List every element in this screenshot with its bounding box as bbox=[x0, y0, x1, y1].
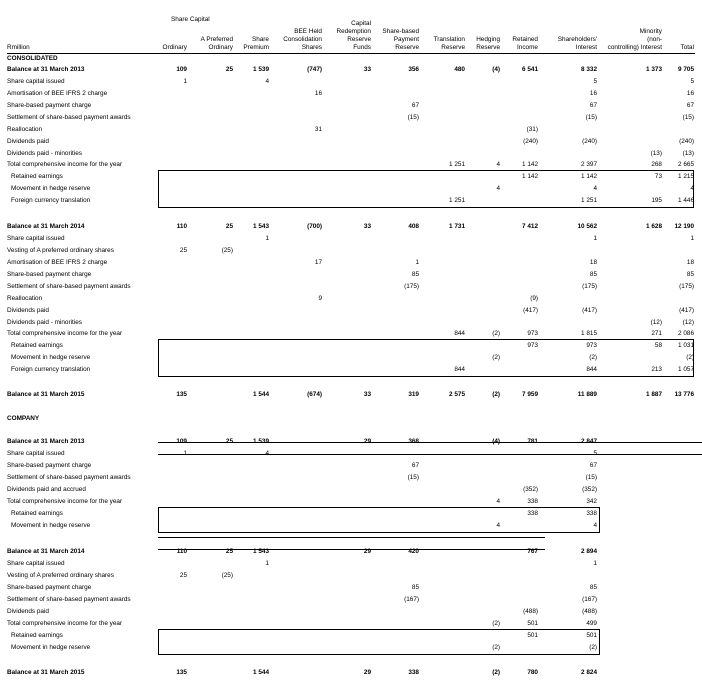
cell-shareholders-interest: 501 bbox=[586, 632, 597, 639]
row-label: Total comprehensive income for the year bbox=[7, 330, 123, 337]
cell-shareholders-interest: 16 bbox=[589, 90, 597, 97]
row-label: Retained earnings bbox=[11, 632, 63, 639]
cell-retained-income: 780 bbox=[527, 669, 538, 676]
row-label: Balance at 31 March 2015 bbox=[7, 391, 85, 398]
column-header-minority-interest: Minority bbox=[639, 28, 662, 35]
cell-shareholders-interest: 5 bbox=[593, 450, 597, 457]
row-label: Share-based payment charge bbox=[7, 462, 92, 469]
column-header-hedging-reserve: Hedging bbox=[476, 36, 500, 43]
row-label: Total comprehensive income for the year bbox=[7, 161, 123, 168]
row-label: Retained earnings bbox=[11, 510, 63, 517]
cell-minority-interest: 1 628 bbox=[646, 223, 662, 230]
cell-shareholders-interest: 67 bbox=[589, 462, 597, 469]
cell-minority-interest: 1 887 bbox=[646, 391, 662, 398]
column-header-capital-redemption: Funds bbox=[353, 44, 371, 51]
cell-shareholders-interest: 4 bbox=[593, 522, 597, 529]
cell-hedging-reserve: 4 bbox=[496, 185, 500, 192]
cell-share-based-payment: 338 bbox=[408, 669, 419, 676]
row-label: Share-based payment charge bbox=[7, 271, 92, 278]
cell-hedging-reserve: (2) bbox=[492, 669, 500, 676]
cell-total: 2 086 bbox=[678, 330, 694, 337]
cell-shareholders-interest: (417) bbox=[582, 307, 597, 314]
column-header-capital-redemption: Redemption bbox=[336, 28, 371, 35]
row-label: Retained earnings bbox=[11, 342, 63, 349]
cell-shareholders-interest: 2 894 bbox=[581, 548, 597, 555]
cell-total: 4 bbox=[690, 185, 694, 192]
cell-hedging-reserve: (2) bbox=[492, 354, 500, 361]
cell-bee-shares: (747) bbox=[307, 66, 322, 73]
row-label: Vesting of A preferred ordinary shares bbox=[7, 572, 114, 579]
column-header-share-based-payment: Reserve bbox=[395, 44, 419, 51]
cell-shareholders-interest: 342 bbox=[586, 498, 597, 505]
cell-total: 5 bbox=[690, 78, 694, 85]
balance-rule-top bbox=[158, 537, 545, 538]
column-header-translation-reserve: Reserve bbox=[441, 44, 465, 51]
cell-retained-income: (9) bbox=[530, 295, 538, 302]
subtotal-box bbox=[158, 629, 600, 655]
row-label: Share-based payment charge bbox=[7, 102, 92, 109]
cell-bee-shares: (674) bbox=[307, 391, 322, 398]
cell-retained-income: 1 142 bbox=[522, 173, 538, 180]
cell-shareholders-interest: 85 bbox=[589, 271, 597, 278]
cell-shareholders-interest: (352) bbox=[582, 486, 597, 493]
cell-total: 13 776 bbox=[674, 391, 694, 398]
column-header-translation-reserve: Translation bbox=[433, 36, 465, 43]
cell-share-based-payment: 85 bbox=[411, 584, 419, 591]
cell-ordinary: 135 bbox=[176, 669, 187, 676]
cell-minority-interest: 73 bbox=[654, 173, 662, 180]
cell-hedging-reserve: (2) bbox=[492, 391, 500, 398]
cell-bee-shares: 9 bbox=[318, 295, 322, 302]
row-label: Total comprehensive income for the year bbox=[7, 620, 123, 627]
cell-retained-income: 781 bbox=[527, 438, 538, 445]
row-label: Foreign currency translation bbox=[11, 366, 91, 373]
row-label: Amortisation of BEE IFRS 2 charge bbox=[7, 259, 108, 266]
cell-ordinary: 109 bbox=[176, 438, 187, 445]
cell-total: (417) bbox=[679, 307, 694, 314]
cell-shareholders-interest: 499 bbox=[586, 620, 597, 627]
cell-hedging-reserve: (2) bbox=[492, 330, 500, 337]
cell-share-based-payment: 85 bbox=[411, 271, 419, 278]
cell-shareholders-interest: 973 bbox=[586, 342, 597, 349]
row-label: Movement in hedge reserve bbox=[11, 354, 91, 361]
rmillion-label: Rmillion bbox=[7, 44, 30, 51]
cell-retained-income: (31) bbox=[526, 126, 538, 133]
column-header-share-based-payment: Share-based bbox=[382, 28, 419, 35]
cell-capital-redemption: 33 bbox=[363, 391, 371, 398]
cell-bee-shares: 31 bbox=[314, 126, 322, 133]
row-label: Dividends paid - minorities bbox=[7, 319, 82, 326]
cell-share-based-payment: 368 bbox=[408, 438, 419, 445]
cell-shareholders-interest: 10 562 bbox=[577, 223, 597, 230]
cell-shareholders-interest: (167) bbox=[582, 596, 597, 603]
cell-ordinary: 1 bbox=[183, 78, 187, 85]
balance-rule-top bbox=[158, 442, 702, 443]
cell-bee-shares: 17 bbox=[314, 259, 322, 266]
balance-rule-bottom bbox=[158, 454, 702, 455]
row-label: Share capital issued bbox=[7, 560, 65, 567]
cell-shareholders-interest: (240) bbox=[582, 138, 597, 145]
cell-capital-redemption: 29 bbox=[363, 669, 371, 676]
cell-shareholders-interest: 85 bbox=[589, 584, 597, 591]
cell-retained-income: 1 142 bbox=[522, 161, 538, 168]
column-header-ordinary: Ordinary bbox=[162, 44, 187, 51]
cell-ordinary: 109 bbox=[176, 66, 187, 73]
row-label: Balance at 31 March 2014 bbox=[7, 223, 85, 230]
cell-shareholders-interest: (2) bbox=[589, 644, 597, 651]
cell-total: 2 665 bbox=[678, 161, 694, 168]
section-title-consolidated: CONSOLIDATED bbox=[7, 55, 58, 62]
cell-retained-income: 973 bbox=[527, 342, 538, 349]
cell-shareholders-interest: 1 bbox=[593, 560, 597, 567]
cell-total: 1 057 bbox=[678, 366, 694, 373]
cell-total: 85 bbox=[686, 271, 694, 278]
column-header-share-based-payment: Payment bbox=[393, 36, 419, 43]
cell-retained-income: 7 412 bbox=[522, 223, 538, 230]
column-header-a-preferred: A Preferred bbox=[200, 36, 233, 43]
cell-total: 9 705 bbox=[678, 66, 694, 73]
cell-share-based-payment: (167) bbox=[404, 596, 419, 603]
row-label: Dividends paid - minorities bbox=[7, 150, 82, 157]
cell-retained-income: 501 bbox=[527, 620, 538, 627]
cell-retained-income: 6 541 bbox=[522, 66, 538, 73]
cell-shareholders-interest: 11 889 bbox=[577, 391, 597, 398]
column-header-capital-redemption: Reserve bbox=[347, 36, 371, 43]
cell-bee-shares: (700) bbox=[307, 223, 322, 230]
cell-retained-income: (417) bbox=[523, 307, 538, 314]
row-label: Dividends paid bbox=[7, 138, 49, 145]
cell-a-preferred: 25 bbox=[225, 66, 233, 73]
cell-share-based-payment: 319 bbox=[408, 391, 419, 398]
cell-retained-income: (488) bbox=[523, 608, 538, 615]
cell-translation-reserve: 1 251 bbox=[449, 161, 465, 168]
cell-share-premium: 4 bbox=[265, 450, 269, 457]
column-header-shareholders-interest: Shareholders' bbox=[557, 36, 597, 43]
cell-retained-income: 338 bbox=[527, 510, 538, 517]
row-label: Balance at 31 March 2013 bbox=[7, 66, 85, 73]
cell-total: 1 215 bbox=[678, 173, 694, 180]
row-label: Balance at 31 March 2013 bbox=[7, 438, 85, 445]
cell-shareholders-interest: 2 397 bbox=[581, 161, 597, 168]
column-header-shareholders-interest: Interest bbox=[575, 44, 597, 51]
cell-share-based-payment: (15) bbox=[407, 114, 419, 121]
cell-ordinary: 135 bbox=[176, 391, 187, 398]
row-label: Settlement of share-based payment awards bbox=[7, 596, 131, 603]
cell-share-premium: 1 543 bbox=[253, 548, 269, 555]
cell-shareholders-interest: 2 847 bbox=[581, 438, 597, 445]
cell-hedging-reserve: (4) bbox=[492, 66, 500, 73]
cell-share-premium: 1 539 bbox=[253, 66, 269, 73]
cell-a-preferred: 25 bbox=[225, 223, 233, 230]
row-label: Settlement of share-based payment awards bbox=[7, 474, 131, 481]
column-header-total: Total bbox=[680, 44, 694, 51]
row-label: Movement in hedge reserve bbox=[11, 185, 91, 192]
cell-retained-income: 7 959 bbox=[522, 391, 538, 398]
subtotal-box bbox=[158, 170, 694, 208]
cell-capital-redemption: 29 bbox=[363, 548, 371, 555]
row-label: Total comprehensive income for the year bbox=[7, 498, 123, 505]
cell-shareholders-interest: (488) bbox=[582, 608, 597, 615]
row-label: Foreign currency translation bbox=[11, 197, 91, 204]
row-label: Dividends paid bbox=[7, 608, 49, 615]
cell-shareholders-interest: 338 bbox=[586, 510, 597, 517]
section-title-company: COMPANY bbox=[7, 415, 40, 422]
cell-shareholders-interest: 844 bbox=[586, 366, 597, 373]
row-label: Vesting of A preferred ordinary shares bbox=[7, 247, 114, 254]
cell-minority-interest: 268 bbox=[651, 161, 662, 168]
row-label: Dividends paid bbox=[7, 307, 49, 314]
cell-shareholders-interest: (15) bbox=[585, 114, 597, 121]
cell-shareholders-interest: 1 142 bbox=[581, 173, 597, 180]
cell-share-premium: 1 539 bbox=[253, 438, 269, 445]
column-header-retained-income: Income bbox=[517, 44, 538, 51]
cell-total: 1 bbox=[690, 235, 694, 242]
cell-total: 1 031 bbox=[678, 342, 694, 349]
cell-share-based-payment: 408 bbox=[408, 223, 419, 230]
cell-total: 12 190 bbox=[674, 223, 694, 230]
column-header-share-premium: Premium bbox=[243, 44, 269, 51]
cell-hedging-reserve: (4) bbox=[492, 438, 500, 445]
column-header-bee-shares: BEE Held bbox=[294, 28, 322, 35]
cell-total: (240) bbox=[679, 138, 694, 145]
column-header-bee-shares: Consolidation bbox=[283, 36, 322, 43]
cell-translation-reserve: 1 731 bbox=[449, 223, 465, 230]
row-label: Share capital issued bbox=[7, 78, 65, 85]
cell-share-based-payment: 67 bbox=[411, 462, 419, 469]
row-label: Movement in hedge reserve bbox=[11, 522, 91, 529]
cell-shareholders-interest: 1 815 bbox=[581, 330, 597, 337]
cell-translation-reserve: 844 bbox=[454, 330, 465, 337]
cell-ordinary: 25 bbox=[179, 572, 187, 579]
cell-total: (12) bbox=[682, 319, 694, 326]
cell-retained-income: 767 bbox=[527, 548, 538, 555]
row-label: Share-based payment charge bbox=[7, 584, 92, 591]
cell-minority-interest: (12) bbox=[650, 319, 662, 326]
cell-shareholders-interest: 4 bbox=[593, 185, 597, 192]
cell-shareholders-interest: 67 bbox=[589, 102, 597, 109]
cell-shareholders-interest: 1 bbox=[593, 235, 597, 242]
cell-shareholders-interest: (175) bbox=[582, 283, 597, 290]
column-header-retained-income: Retained bbox=[512, 36, 538, 43]
cell-minority-interest: (13) bbox=[650, 150, 662, 157]
cell-total: (2) bbox=[686, 354, 694, 361]
cell-total: (175) bbox=[679, 283, 694, 290]
cell-total: 1 446 bbox=[678, 197, 694, 204]
subtotal-box bbox=[158, 339, 694, 377]
row-label: Share capital issued bbox=[7, 450, 65, 457]
cell-share-premium: 1 544 bbox=[253, 669, 269, 676]
subtotal-box bbox=[158, 507, 600, 533]
cell-hedging-reserve: 4 bbox=[496, 161, 500, 168]
cell-share-based-payment: 356 bbox=[408, 66, 419, 73]
cell-retained-income: (352) bbox=[523, 486, 538, 493]
cell-translation-reserve: 480 bbox=[454, 66, 465, 73]
cell-share-based-payment: 67 bbox=[411, 102, 419, 109]
cell-share-based-payment: (175) bbox=[404, 283, 419, 290]
row-label: Retained earnings bbox=[11, 173, 63, 180]
cell-share-premium: 1 bbox=[265, 560, 269, 567]
cell-a-preferred: 25 bbox=[225, 548, 233, 555]
cell-share-based-payment: 420 bbox=[408, 548, 419, 555]
cell-translation-reserve: 844 bbox=[454, 366, 465, 373]
row-label: Balance at 31 March 2015 bbox=[7, 669, 85, 676]
cell-total: (15) bbox=[682, 114, 694, 121]
cell-a-preferred: 25 bbox=[225, 438, 233, 445]
column-header-a-preferred: Ordinary bbox=[208, 44, 233, 51]
cell-capital-redemption: 33 bbox=[363, 223, 371, 230]
cell-capital-redemption: 33 bbox=[363, 66, 371, 73]
cell-share-based-payment: 1 bbox=[415, 259, 419, 266]
cell-minority-interest: 1 373 bbox=[646, 66, 662, 73]
row-label: Share capital issued bbox=[7, 235, 65, 242]
cell-share-based-payment: (15) bbox=[407, 474, 419, 481]
cell-share-premium: 1 544 bbox=[253, 391, 269, 398]
cell-ordinary: 25 bbox=[179, 247, 187, 254]
cell-shareholders-interest: 8 332 bbox=[581, 66, 597, 73]
column-header-bee-shares: Shares bbox=[301, 44, 322, 51]
cell-hedging-reserve: (2) bbox=[492, 620, 500, 627]
cell-ordinary: 110 bbox=[176, 223, 187, 230]
cell-shareholders-interest: 2 824 bbox=[581, 669, 597, 676]
cell-shareholders-interest: 1 251 bbox=[581, 197, 597, 204]
cell-shareholders-interest: (15) bbox=[585, 474, 597, 481]
cell-total: 18 bbox=[686, 259, 694, 266]
cell-total: 67 bbox=[686, 102, 694, 109]
cell-ordinary: 1 bbox=[183, 450, 187, 457]
cell-share-premium: 1 bbox=[265, 235, 269, 242]
row-label: Reallocation bbox=[7, 126, 43, 133]
balance-rule-bottom bbox=[158, 549, 545, 550]
cell-minority-interest: 213 bbox=[651, 366, 662, 373]
cell-retained-income: 338 bbox=[527, 498, 538, 505]
row-label: Balance at 31 March 2014 bbox=[7, 548, 85, 555]
cell-share-premium: 1 543 bbox=[253, 223, 269, 230]
cell-minority-interest: 195 bbox=[651, 197, 662, 204]
cell-capital-redemption: 29 bbox=[363, 438, 371, 445]
cell-total: (13) bbox=[682, 150, 694, 157]
cell-minority-interest: 271 bbox=[651, 330, 662, 337]
column-header-hedging-reserve: Reserve bbox=[476, 44, 500, 51]
row-label: Amortisation of BEE IFRS 2 charge bbox=[7, 90, 108, 97]
cell-a-preferred: (25) bbox=[221, 247, 233, 254]
cell-retained-income: 973 bbox=[527, 330, 538, 337]
cell-retained-income: 501 bbox=[527, 632, 538, 639]
cell-hedging-reserve: (2) bbox=[492, 644, 500, 651]
cell-ordinary: 110 bbox=[176, 548, 187, 555]
row-label: Settlement of share-based payment awards bbox=[7, 283, 131, 290]
cell-translation-reserve: 2 575 bbox=[449, 391, 465, 398]
header-rule bbox=[7, 53, 695, 54]
cell-bee-shares: 16 bbox=[314, 90, 322, 97]
cell-hedging-reserve: 4 bbox=[496, 522, 500, 529]
cell-share-premium: 4 bbox=[265, 78, 269, 85]
row-label: Dividends paid and accrued bbox=[7, 486, 86, 493]
cell-minority-interest: 58 bbox=[654, 342, 662, 349]
cell-a-preferred: (25) bbox=[221, 572, 233, 579]
cell-hedging-reserve: 4 bbox=[496, 498, 500, 505]
column-header-capital-redemption: Capital bbox=[351, 20, 371, 27]
cell-translation-reserve: 1 251 bbox=[449, 197, 465, 204]
cell-shareholders-interest: 5 bbox=[593, 78, 597, 85]
row-label: Settlement of share-based payment awards bbox=[7, 114, 131, 121]
cell-shareholders-interest: 18 bbox=[589, 259, 597, 266]
column-header-share-premium: Share bbox=[251, 36, 269, 43]
row-label: Reallocation bbox=[7, 295, 43, 302]
share-capital-group-label: Share Capital bbox=[171, 16, 210, 23]
column-header-minority-interest: (non- bbox=[647, 36, 662, 43]
cell-retained-income: (240) bbox=[523, 138, 538, 145]
cell-total: 16 bbox=[686, 90, 694, 97]
row-label: Movement in hedge reserve bbox=[11, 644, 91, 651]
column-header-minority-interest: controlling) Interest bbox=[607, 44, 662, 51]
cell-shareholders-interest: (2) bbox=[589, 354, 597, 361]
